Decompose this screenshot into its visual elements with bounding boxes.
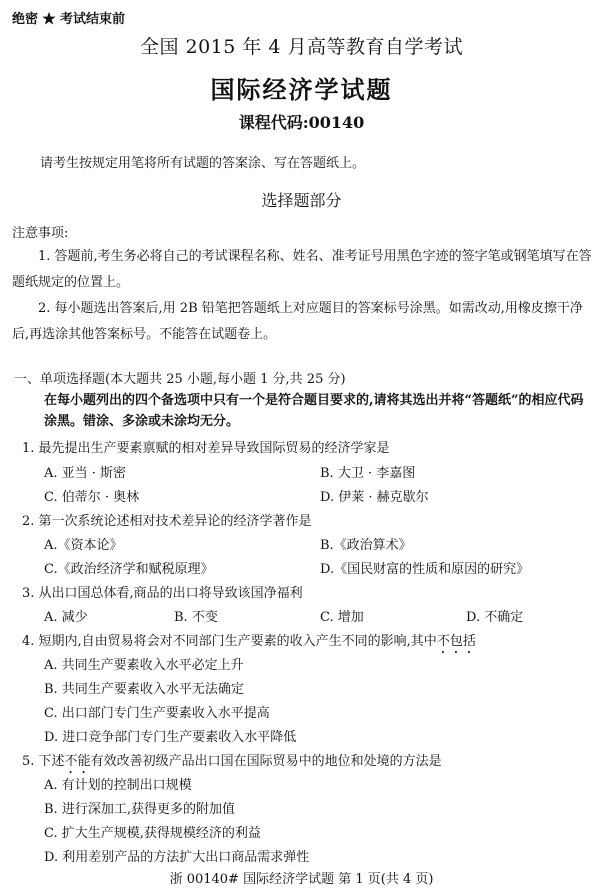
option-b: B. 共同生产要素收入水平无法确定 — [44, 682, 244, 697]
emphasized-word: 不能 — [64, 754, 91, 769]
part-heading: 一、单项选择题(本大题共 25 小题,每小题 1 分,共 25 分) — [14, 372, 346, 387]
option-a: A.《资本论》 — [44, 538, 123, 553]
option-d: D. 不确定 — [466, 610, 524, 625]
general-instruction: 请考生按规定用笔将所有试题的答案涂、写在答题纸上。 — [40, 156, 366, 171]
question-stem-text: 有效改善初级产品出口国在国际贸易中的地位和处境的方法是 — [90, 754, 442, 769]
option-c: C. 出口部门专门生产要素收入水平提高 — [44, 706, 270, 721]
exam-title: 全国 2015 年 4 月高等教育自学考试 — [139, 36, 464, 58]
option-b: B. 进行深加工,获得更多的附加值 — [44, 802, 235, 817]
question-stem — [22, 750, 442, 777]
option-b: B. 大卫 · 李嘉图 — [320, 466, 416, 481]
subject-title: 国际经济学试题 — [210, 75, 393, 104]
question-stem: 2. 第一次系统论述相对技术差异论的经济学著作是 — [22, 514, 312, 529]
question-stem-text: 4. 短期内,自由贸易将会对不同部门生产要素的收入产生不同的影响,其中 — [22, 634, 437, 649]
notes-heading: 注意事项: — [12, 226, 69, 241]
option-d: D.《国民财富的性质和原因的研究》 — [320, 562, 530, 577]
option-c: C. 扩大生产规模,获得规模经济的利益 — [44, 826, 261, 841]
question-stem: 1. 最先提出生产要素禀赋的相对差异导致国际贸易的经济学家是 — [22, 441, 390, 456]
emphasized-word: 不包括 — [436, 634, 476, 649]
option-d: D. 伊莱 · 赫克歇尔 — [320, 490, 429, 505]
notes-list — [12, 244, 592, 348]
option-a: A. 减少 — [44, 610, 88, 625]
option-d: D. 利用差别产品的方法扩大出口商品需求弹性 — [44, 850, 310, 865]
option-c: C. 伯蒂尔 · 奥林 — [44, 490, 140, 505]
question-stem — [22, 630, 476, 657]
option-a: A. 共同生产要素收入水平必定上升 — [44, 658, 244, 673]
part-instructions: 在每小题列出的四个备选项中只有一个是符合题目要求的,请将其选出并将“答题纸”的相应代码涂黑。错涂、多涂或未涂均无分。 — [44, 393, 584, 429]
option-c: C. 增加 — [320, 610, 364, 625]
option-a: A. 亚当 · 斯密 — [44, 466, 127, 481]
course-code: 课程代码:00140 — [238, 113, 365, 132]
page-footer: 浙 00140# 国际经济学试题 第 1 页(共 4 页) — [169, 872, 434, 887]
note-item: 1. 答题前,考生务必将自己的考试课程名称、姓名、准考证号用黑色字迹的签字笔或钢笔填写在答题纸规定的位置上。 — [12, 249, 592, 290]
option-c: C.《政治经济学和赋税原理》 — [44, 562, 214, 577]
option-a: A. 有计划的控制出口规模 — [44, 778, 192, 793]
option-d: D. 进口竞争部门专门生产要素收入水平降低 — [44, 730, 297, 745]
option-b: B.《政治算术》 — [320, 538, 412, 553]
section-title: 选择题部分 — [261, 191, 342, 210]
note-item: 2. 每小题选出答案后,用 2B 铅笔把答题纸上对应题目的答案标号涂黑。如需改动,用橡皮擦干净后,再选涂其他答案标号。不能答在试题卷上。 — [12, 301, 583, 342]
confidential-marker: 绝密 ★ 考试结束前 — [12, 12, 126, 27]
question-stem-text: 5. 下述 — [22, 754, 65, 769]
option-b: B. 不变 — [174, 610, 218, 625]
question-stem: 3. 从出口国总体看,商品的出口将导致该国净福利 — [22, 586, 303, 601]
